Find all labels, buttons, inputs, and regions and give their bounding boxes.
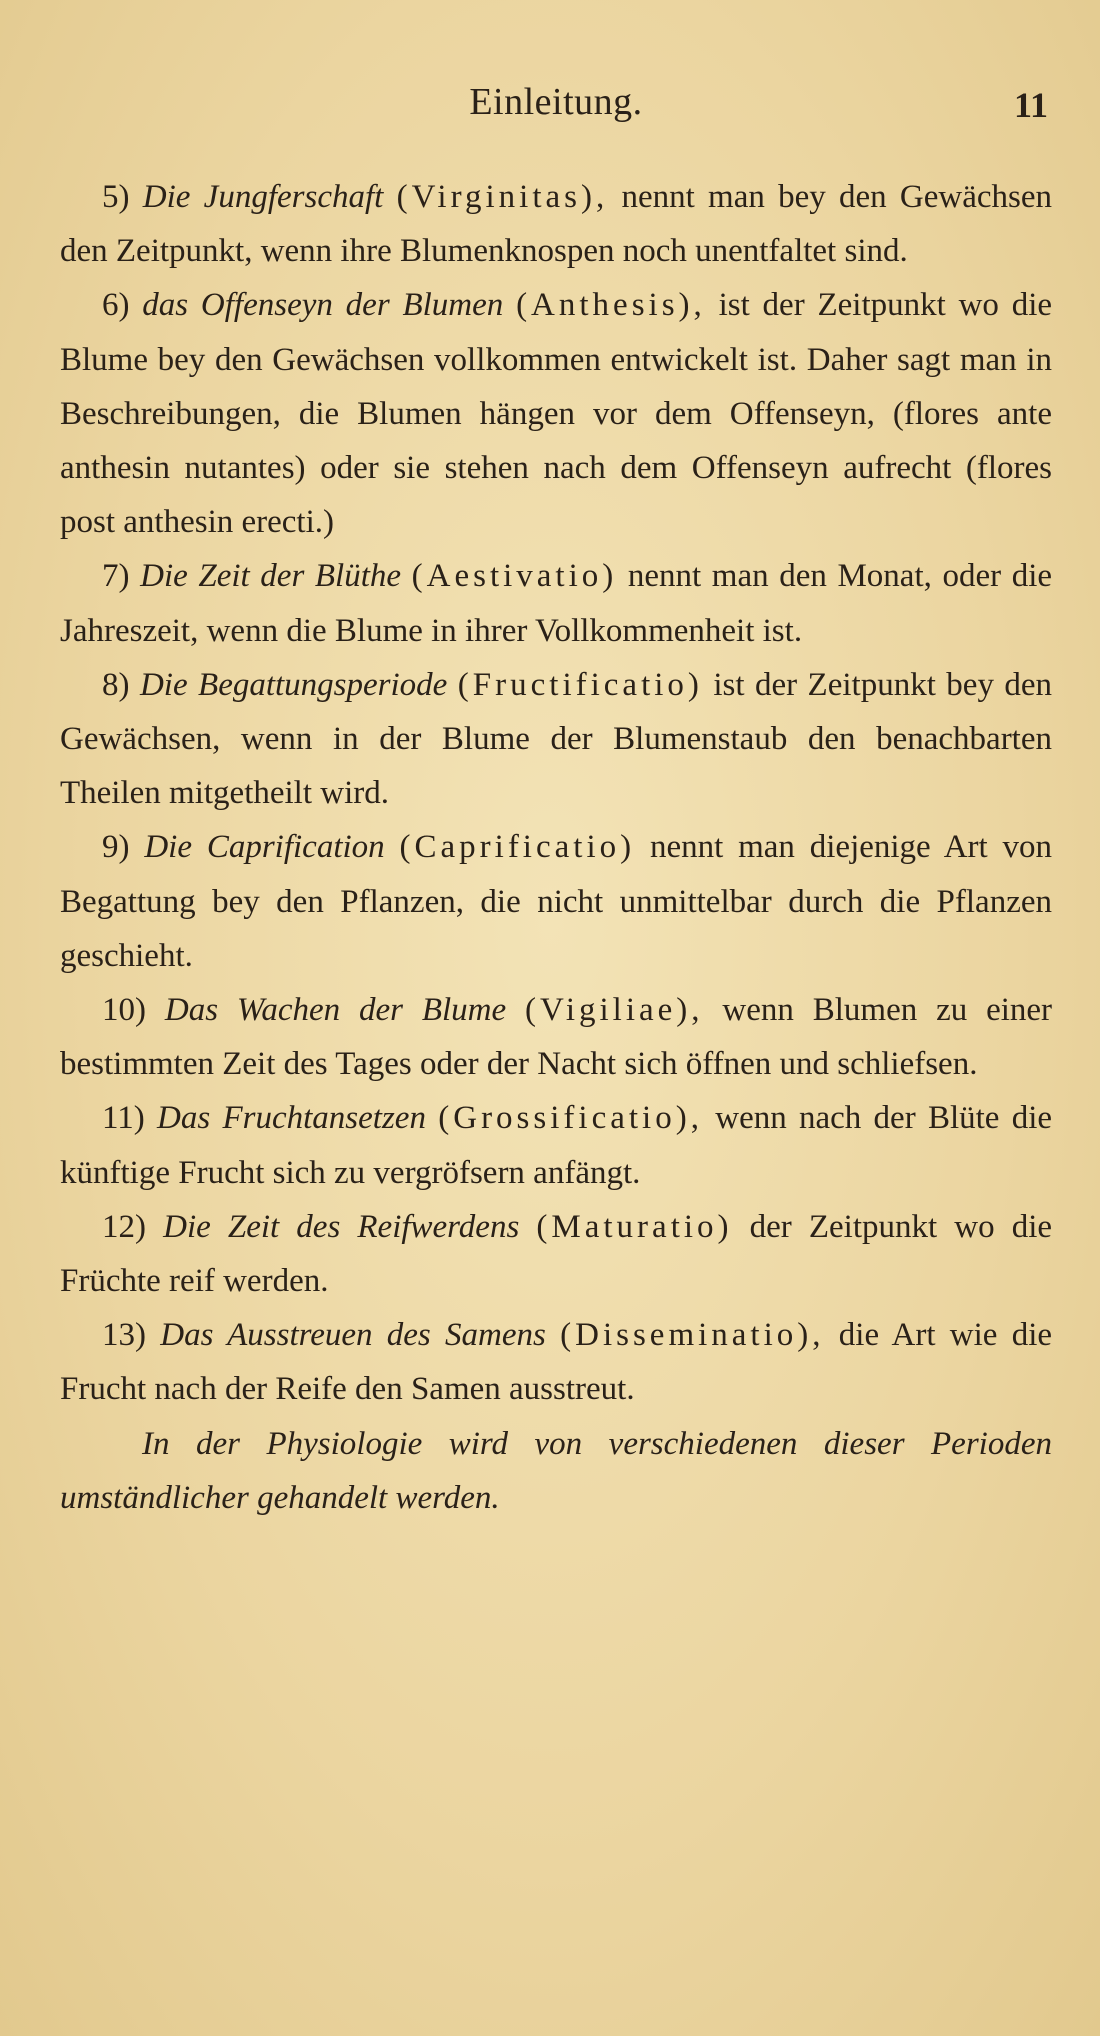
entry-latin: (Virginitas), xyxy=(396,179,609,215)
entry-term: Das Ausstreuen des Samens xyxy=(160,1317,546,1354)
closing-note: In der Physiologie wird von verschiedenen dieser Perioden umständlicher gehandelt werden. xyxy=(60,1425,1052,1516)
entry-anthesis xyxy=(60,278,1052,549)
entry-latin: (Aestivatio) xyxy=(411,558,618,595)
entry-number: 7) xyxy=(102,558,130,595)
entry-fructificatio xyxy=(60,658,1052,821)
entry-latin: (Anthesis), xyxy=(516,287,706,324)
entry-number: 8) xyxy=(102,666,130,703)
running-head: Einleitung. xyxy=(469,81,643,123)
entry-text: nennt man den Monat, oder die Jahreszeit, wenn die Blume in ihrer Vollkommenheit ist. xyxy=(60,558,1053,649)
entry-text: die Art wie die Frucht nach der Reife den Samen ausstreut. xyxy=(60,1317,1053,1408)
page-header xyxy=(60,80,1052,142)
entry-latin: (Caprificatio) xyxy=(399,829,636,866)
entry-text: ist der Zeitpunkt bey den Gewächsen, wenn in der Blume der Blumenstaub den benachbarten Theilen mitgetheilt wird. xyxy=(60,666,1053,812)
page-body xyxy=(60,170,1052,1525)
entry-term: Das Wachen der Blume xyxy=(164,992,507,1029)
entry-number: 12) xyxy=(102,1208,146,1245)
entry-term: Die Jungferschaft xyxy=(142,179,384,215)
entry-latin: (Disseminatio), xyxy=(560,1317,825,1354)
entry-latin: (Maturatio) xyxy=(536,1208,733,1245)
entry-term: Das Fruchtansetzen xyxy=(157,1100,426,1137)
entry-text: ist der Zeitpunkt wo die Blume bey den Gewächsen vollkommen entwickelt ist. Daher sagt man in Beschreibungen, die Blumen hängen vor dem Offenseyn, (flores ante anthesin nutantes) oder sie stehen nach dem Offenseyn aufrecht (flores post anthesin erecti.) xyxy=(60,287,1053,541)
entry-maturatio xyxy=(60,1200,1052,1308)
entry-term: Die Zeit der Blüthe xyxy=(140,558,402,595)
entry-number: 6) xyxy=(102,287,130,324)
entry-text: wenn Blumen zu einer bestimmten Zeit des Tages oder der Nacht sich öffnen und schliefsen. xyxy=(60,992,1053,1083)
entry-term: Die Begattungsperiode xyxy=(139,666,448,703)
entry-number: 5) xyxy=(102,179,130,215)
entry-term: das Offenseyn der Blumen xyxy=(142,287,504,324)
entry-term: Die Zeit des Reifwerdens xyxy=(163,1208,520,1245)
entry-number: 13) xyxy=(102,1317,146,1354)
entry-number: 10) xyxy=(102,992,146,1029)
entry-latin: (Fructificatio) xyxy=(457,666,703,703)
entry-text: der Zeitpunkt wo die Früchte reif werden. xyxy=(60,1208,1053,1300)
entry-disseminatio xyxy=(60,1308,1052,1416)
entry-number: 11) xyxy=(102,1100,145,1137)
entry-grossificatio xyxy=(60,1091,1052,1199)
page-number: 11 xyxy=(1013,85,1048,125)
entry-text: wenn nach der Blüte die künftige Frucht sich zu vergröfsern anfängt. xyxy=(60,1100,1053,1191)
entry-number: 9) xyxy=(102,829,130,866)
entry-caprificatio xyxy=(60,820,1052,983)
entry-latin: (Vigiliae), xyxy=(525,992,704,1029)
entry-latin: (Grossificatio), xyxy=(438,1100,703,1137)
entry-text: nennt man bey den Gewächsen den Zeitpunkt, wenn ihre Blumenknospen noch unentfaltet sind. xyxy=(60,179,1053,270)
entry-virginitas xyxy=(60,170,1052,278)
entry-text: nennt man diejenige Art von Begattung bey den Pflanzen, die nicht unmittelbar durch die Pflanzen geschieht. xyxy=(60,829,1053,974)
entry-term: Die Caprification xyxy=(144,829,385,866)
entry-vigiliae xyxy=(60,983,1052,1091)
entry-aestivatio xyxy=(60,549,1052,657)
